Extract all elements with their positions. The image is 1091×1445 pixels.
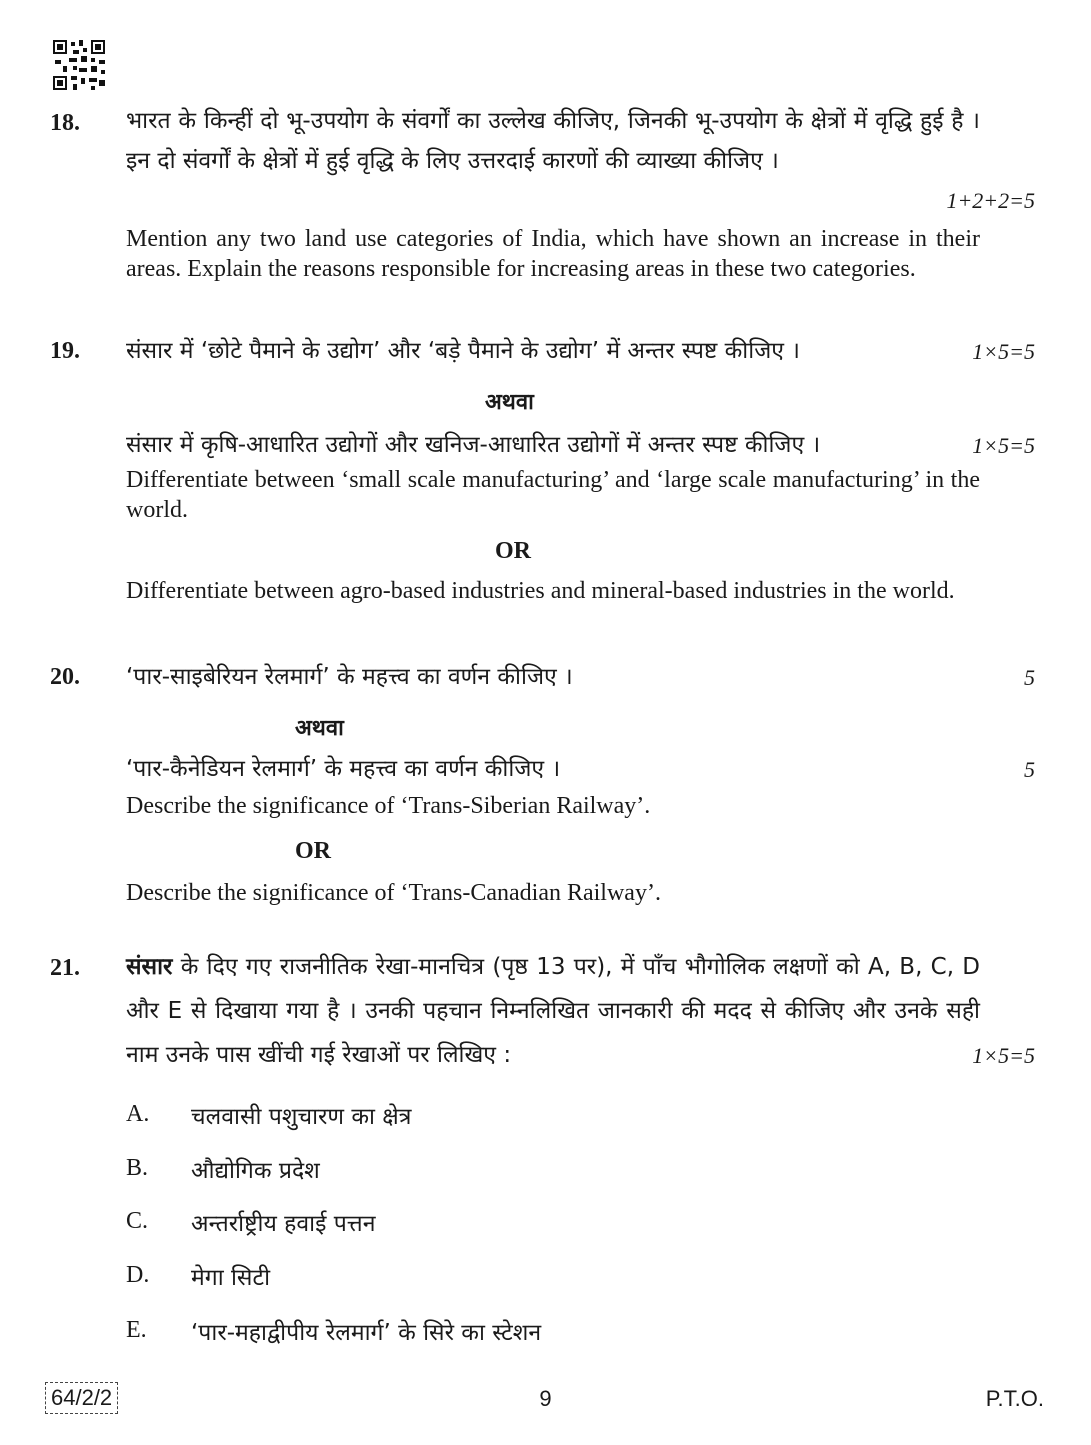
question-number-18: 18. xyxy=(50,110,80,136)
q19-marks-alt: 1×5=5 xyxy=(972,433,1035,458)
q21-option-letter-d: D. xyxy=(126,1262,150,1288)
q20-marks-alt: 5 xyxy=(1024,757,1035,782)
question-number-19: 19. xyxy=(50,338,80,364)
q21-hindi-bold-word: संसार xyxy=(126,954,173,980)
q18-english-text: Mention any two land use categories of India, which have shown an increase in their areas. Explain the reasons responsible for increasing areas in these two categories. xyxy=(126,226,980,282)
q21-option-text-a: चलवासी पशुचारण का क्षेत्र xyxy=(191,1104,412,1130)
q19-or-english: OR xyxy=(495,538,531,564)
q21-hindi-rest: के दिए गए राजनीतिक रेखा-मानचित्र (पृष्ठ 13 पर), में पाँच भौगोलिक लक्षणों को A, B, C, D और E से दिखाया गया है । उनकी पहचान निम्नलिखित जानकारी की मदद से कीजिए और उनके सही नाम उनके पास खींची गई रेखाओं पर लिखिए : xyxy=(126,954,980,1068)
q19-marks: 1×5=5 xyxy=(972,339,1035,364)
q21-option-text-c: अन्तर्राष्ट्रीय हवाई पत्तन xyxy=(191,1211,376,1237)
q21-option-letter-a: A. xyxy=(126,1101,150,1127)
page-number: 9 xyxy=(539,1386,552,1411)
q19-english-text: Differentiate between ‘small scale manufacturing’ and ‘large scale manufacturing’ in the world. xyxy=(126,467,980,523)
q19-english-alt-text: Differentiate between agro-based industries and mineral-based industries in the world. xyxy=(126,578,955,604)
q20-hindi-text: ‘पार-साइबेरियन रेलमार्ग’ के महत्त्व का वर्णन कीजिए । xyxy=(126,664,573,690)
q20-english-alt-text: Describe the significance of ‘Trans-Canadian Railway’. xyxy=(126,880,661,906)
q20-or-english: OR xyxy=(295,838,331,864)
paper-code: 64/2/2 xyxy=(45,1382,118,1414)
please-turn-over: P.T.O. xyxy=(985,1386,1044,1411)
q21-hindi-text xyxy=(126,945,980,1077)
q19-hindi-alt-text: संसार में कृषि-आधारित उद्योगों और खनिज-आधारित उद्योगों में अन्तर स्पष्ट कीजिए । xyxy=(126,432,821,458)
q19-hindi-text: संसार में ‘छोटे पैमाने के उद्योग’ और ‘बड़े पैमाने के उद्योग’ में अन्तर स्पष्ट कीजिए । xyxy=(126,338,801,364)
q20-marks: 5 xyxy=(1024,665,1035,690)
q21-option-text-d: मेगा सिटी xyxy=(191,1265,271,1291)
q21-option-text-b: औद्योगिक प्रदेश xyxy=(191,1158,320,1184)
question-number-21: 21. xyxy=(50,955,80,981)
qr-code-icon xyxy=(53,40,105,90)
q18-marks: 1+2+2=5 xyxy=(946,188,1035,213)
q21-option-letter-b: B. xyxy=(126,1155,149,1181)
q21-option-text-e: ‘पार-महाद्वीपीय रेलमार्ग’ के सिरे का स्टेशन xyxy=(191,1320,542,1346)
q19-or-hindi: अथवा xyxy=(485,390,534,415)
q21-option-letter-c: C. xyxy=(126,1208,149,1234)
question-number-20: 20. xyxy=(50,664,80,690)
q18-hindi-text: भारत के किन्हीं दो भू-उपयोग के संवर्गों का उल्लेख कीजिए, जिनकी भू-उपयोग के क्षेत्रों में वृद्धि हुई है । इन दो संवर्गों के क्षेत्रों में हुई वृद्धि के लिए उत्तरदाई कारणों की व्याख्या कीजिए । xyxy=(126,108,980,174)
q21-marks: 1×5=5 xyxy=(972,1043,1035,1068)
q20-or-hindi: अथवा xyxy=(295,716,344,741)
q21-option-letter-e: E. xyxy=(126,1317,147,1343)
q20-hindi-alt-text: ‘पार-कैनेडियन रेलमार्ग’ के महत्त्व का वर्णन कीजिए । xyxy=(126,756,561,782)
q20-english-text: Describe the significance of ‘Trans-Siberian Railway’. xyxy=(126,793,651,819)
